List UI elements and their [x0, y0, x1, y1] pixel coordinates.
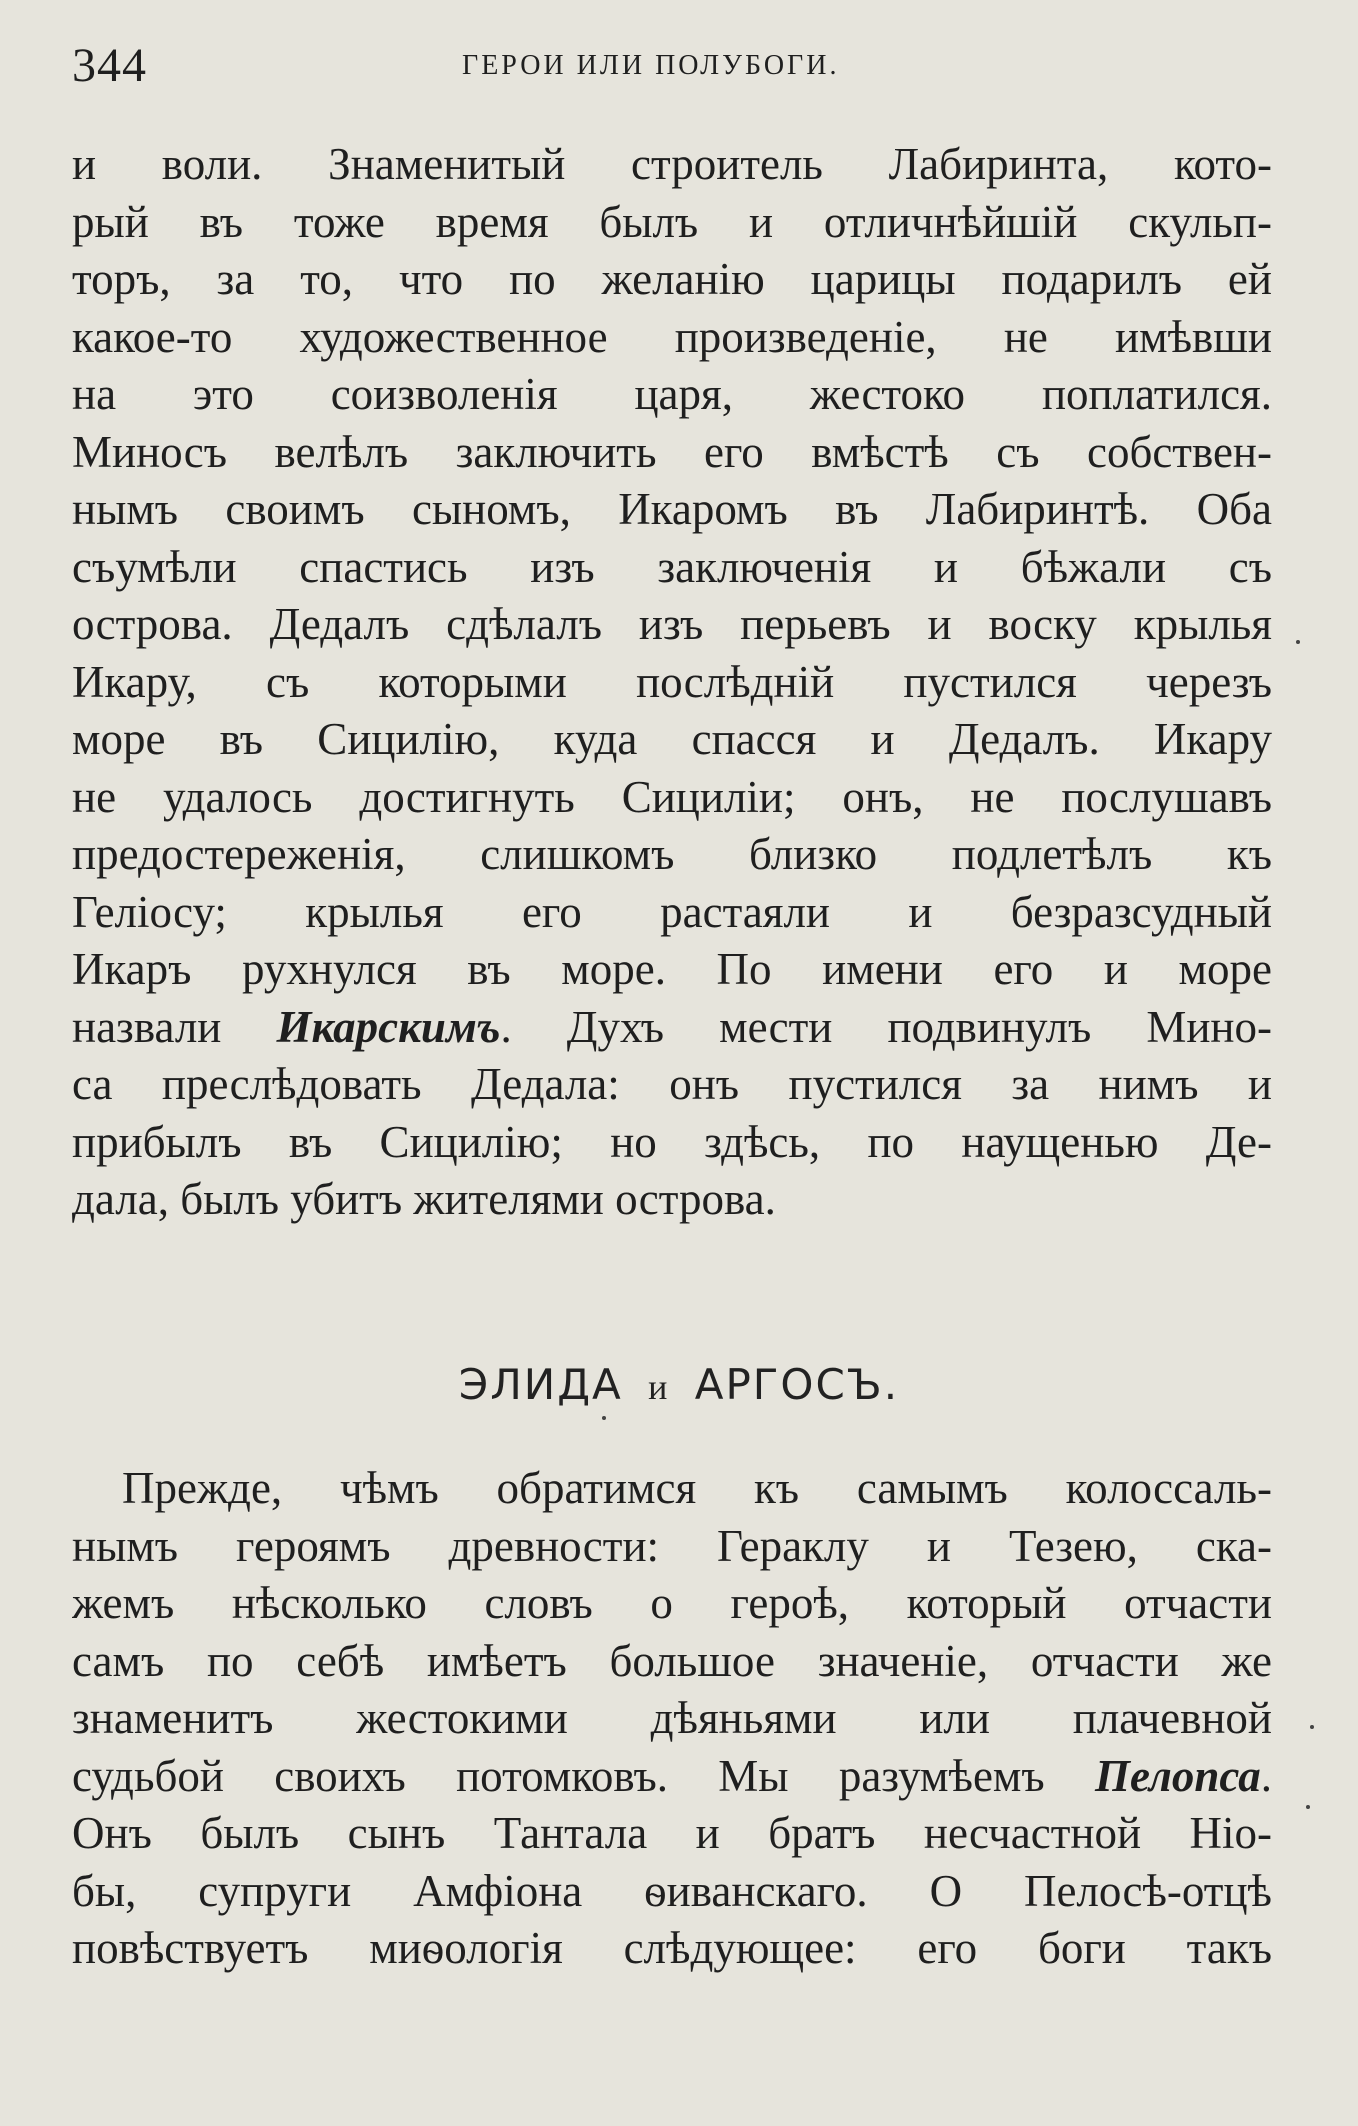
text-line: нымъ своимъ сыномъ, Икаромъ въ Лабиринтѣ. Оба — [72, 484, 1272, 534]
text-line: не удалось достигнуть Сициліи; онъ, не послушавъ — [72, 771, 1272, 822]
text-line: са преслѣдовать Дедала: онъ пустился за нимъ и — [72, 1059, 1272, 1109]
text-line: повѣствуетъ миѳологія слѣдующее: его боги такъ — [72, 1923, 1272, 1973]
text-line: и воли. Знаменитый строитель Лабиринта, кото- — [72, 139, 1272, 189]
page-number: 344 — [72, 39, 147, 92]
section-heading — [0, 1355, 1358, 1417]
text-line: Икару, съ которыми послѣдній пустился черезъ — [72, 656, 1272, 707]
paragraph-daedalus — [72, 136, 1272, 1229]
text-run: . Духъ мести подвинулъ Мино- — [500, 1001, 1272, 1052]
text-line: съумѣли спастись изъ заключенія и бѣжали съ — [72, 541, 1272, 592]
text-run: судьбой своихъ потомковъ. Мы разумѣемъ — [72, 1750, 1095, 1801]
text-line: острова. Дедалъ сдѣлалъ изъ перьевъ и воску крылья — [72, 599, 1272, 649]
paragraph-pelops — [72, 1460, 1272, 1978]
text-line: торъ, за то, что по желанію царицы подарилъ ей — [72, 254, 1272, 304]
text-line: знаменитъ жестокими дѣяньями или плачевной — [72, 1693, 1272, 1743]
text-line: на это соизволенія царя, жестоко поплатился. — [72, 369, 1272, 419]
print-speck — [1310, 1725, 1314, 1729]
text-line: бы, супруги Амфіона ѳиванскаго. О Пелосѣ-отцѣ — [72, 1865, 1272, 1916]
text-line: море въ Сицилію, куда спасся и Дедалъ. Икару — [72, 714, 1272, 764]
text-line: прибылъ въ Сицилію; но здѣсь, по наущенью Де- — [72, 1116, 1272, 1167]
heading-word: АРГОСЪ. — [694, 1360, 900, 1409]
print-speck — [602, 1416, 606, 1420]
running-title: ГЕРОИ ИЛИ ПОЛУБОГИ. — [462, 50, 840, 81]
print-speck — [1306, 1805, 1310, 1809]
text-run: . — [1260, 1750, 1272, 1801]
text-line: Икаръ рухнулся въ море. По имени его и море — [72, 944, 1272, 994]
text-line: нымъ героямъ древности: Гераклу и Тезею, ска- — [72, 1520, 1272, 1571]
text-line: Геліосу; крылья его растаяли и безразсудный — [72, 886, 1272, 937]
print-speck — [1296, 640, 1300, 644]
text-line: дала, былъ убитъ жителями острова. — [72, 1174, 776, 1224]
text-line-with-emphasis — [72, 999, 1272, 1057]
emphasized-word: Пелопса — [1094, 1750, 1261, 1801]
text-line: Прежде, чѣмъ обратимся къ самымъ колоссаль- — [122, 1463, 1272, 1513]
emphasized-word: Икарскимъ — [276, 1001, 501, 1052]
text-line: самъ по себѣ имѣетъ большое значеніе, отчасти же — [72, 1635, 1272, 1686]
text-run: назвали — [72, 1001, 277, 1052]
text-line: жемъ нѣсколько словъ о героѣ, который отчасти — [72, 1578, 1272, 1628]
text-line: рый въ тоже время былъ и отличнѣйшій скульп- — [72, 196, 1272, 247]
running-head — [72, 36, 1272, 96]
text-line: Онъ былъ сынъ Тантала и братъ несчастной Ніо- — [72, 1808, 1272, 1858]
text-line: Миносъ велѣлъ заключить его вмѣстѣ съ собствен- — [72, 426, 1272, 477]
heading-word: ЭЛИДА — [458, 1360, 623, 1409]
text-line-with-emphasis — [72, 1748, 1272, 1806]
heading-conjunction: и — [648, 1367, 670, 1407]
text-line: предостереженія, слишкомъ близко подлетѣлъ къ — [72, 829, 1272, 879]
text-line: какое-то художественное произведеніе, не имѣвши — [72, 311, 1272, 362]
